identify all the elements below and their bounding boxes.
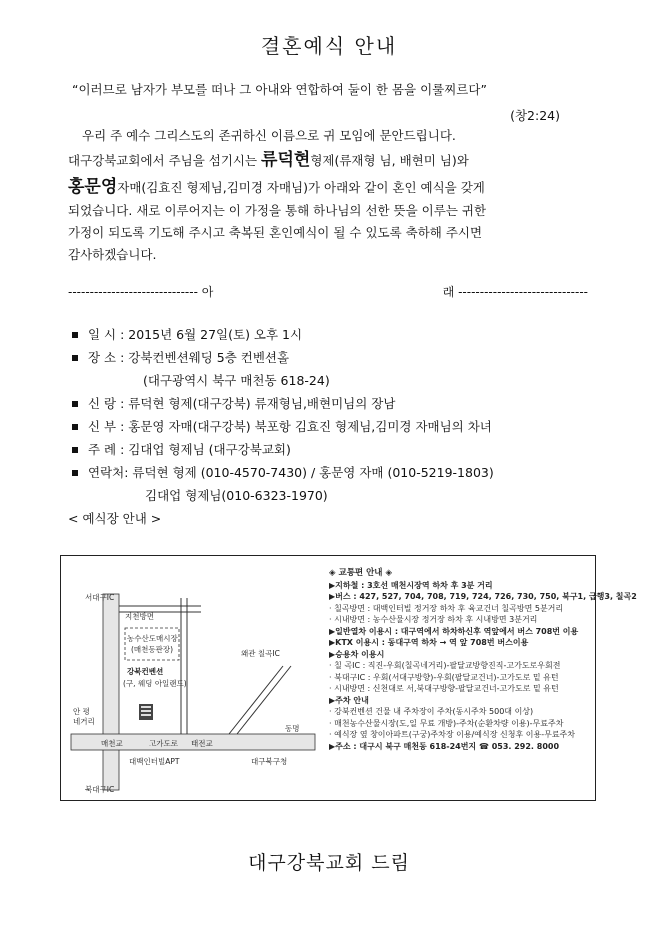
label-bukgu: 대구북구청 — [251, 757, 288, 766]
guide-heading: ◈ 교통편 안내 ◈ — [329, 568, 393, 578]
intro-line-2-suffix: 형제(류재형 님, 배현미 님)와 — [310, 153, 469, 168]
scripture-reference: (창2:24) — [510, 108, 560, 123]
guide-parking: ▶주차 안내 — [329, 695, 369, 705]
intro-line-2-prefix: 대구강북교회에서 주님을 섬기시는 — [68, 153, 262, 168]
guide-car-1: · 칠 곡IC : 직진-우회(칠곡네거리)-팔달교방향진직-고가도로우회전 — [329, 661, 561, 670]
guide-car-3: · 시내방면 : 신천대로 서,북대구방향-팔달교건너-고가도로 밑 유턴 — [329, 684, 559, 693]
divider-right: 래 ------------------------------ — [442, 285, 588, 299]
label-market: 농수산도매시장 — [127, 634, 178, 643]
intro-line-5: 가정이 되도록 기도해 주시고 축복된 혼인예식이 될 수 있도록 축하해 주시면 — [68, 225, 483, 240]
groom-name: 류덕현 — [261, 150, 311, 170]
intro-line-6: 감사하겠습니다. — [68, 247, 157, 262]
venue-map — [61, 556, 329, 800]
road-vertical — [103, 594, 119, 790]
label-apt: 대백인터빌APT — [129, 757, 180, 766]
detail-address: (대구광역시 북구 매천동 618-24) — [143, 373, 330, 388]
market-block — [125, 628, 179, 660]
road-diagonal — [229, 666, 283, 734]
label-dongmyeong: 동명 — [285, 724, 300, 733]
label-chilgok: 왜관 칠곡IC — [241, 649, 280, 658]
guide-ktx: ▶KTX 이용시 : 동대구역 하차 → 역 앞 708번 버스이용 — [329, 638, 529, 647]
label-anbyeong: 안 평 — [73, 707, 90, 716]
guide-car-2: · 북대구IC : 우회(서대구방향)-우회(팔달교건너)-고가도로 밑 유턴 — [329, 672, 559, 682]
intro-line-2 — [68, 148, 469, 173]
bullet-icon — [72, 447, 78, 453]
label-bukdaegu-ic: 북대구IC — [85, 785, 115, 794]
section-divider — [68, 283, 588, 300]
detail-groom: 신 랑 : 류덕현 형제(대구강북) 류재형님,배현미님의 장남 — [68, 392, 494, 415]
bullet-icon — [72, 332, 78, 338]
detail-contact: 연락처: 류덕현 형제 (010-4570-7430) / 홍문영 자매 (010-5219-1803) — [68, 461, 494, 484]
bullet-icon — [72, 424, 78, 430]
label-venue: 강북컨벤션 — [127, 667, 164, 676]
guide-park-1: · 강북컨벤션 건물 내 주차장이 주차(동시주차 500대 이상) — [329, 707, 534, 716]
guide-park-2: · 매천농수산물시장(도,일 무료 개방)-주차(순환차량 이용)-무료주차 — [329, 718, 564, 728]
guide-bus: ▶버스 : 427, 527, 704, 708, 719, 724, 726, 730, 750, 북구1, 급행3, 칠곡2 — [329, 592, 637, 601]
guide-subway: ▶지하철 : 3호선 매천시장역 하차 후 3분 거리 — [329, 580, 493, 590]
intro-line-3-suffix: 자매(김효진 형제님,김미경 자매님)가 아래와 같이 혼인 예식을 갖게 — [117, 180, 485, 195]
page-title: 결혼예식 안내 — [260, 34, 398, 58]
label-gogaedoro: 고가도로 — [149, 739, 178, 748]
label-taejeongyo: 태전교 — [191, 739, 213, 748]
label-venue-sub: (구, 웨딩 아일랜드) — [123, 679, 187, 688]
intro-line-1: 우리 주 예수 그리스도의 존귀하신 이름으로 귀 모임에 문안드립니다. — [82, 128, 456, 143]
transport-guide — [329, 568, 637, 752]
guide-chilgok: · 칠곡방면 : 대백인터빌 정거장 하차 후 육교건너 칠곡방면 5분거리 — [329, 603, 564, 613]
detail-officiant: 주 례 : 김대업 형제님 (대구강북교회) — [68, 438, 494, 461]
guide-train: ▶일반열차 이용시 : 대구역에서 하차하신후 역앞에서 버스 708번 이용 — [329, 626, 579, 636]
bullet-icon — [72, 470, 78, 476]
label-banyawol: 지천방면 — [125, 612, 154, 621]
venue-guide-heading: < 예식장 안내 > — [68, 511, 162, 526]
guide-address: ▶주소 : 대구시 북구 매천동 618-24번지 ☎ 053. 292. 8000 — [329, 741, 560, 751]
intro-line-3 — [68, 175, 485, 200]
bride-name: 홍문영 — [68, 177, 118, 197]
detail-place: 장 소 : 강북컨벤션웨딩 5층 컨벤션홀 — [68, 346, 494, 369]
guide-park-3: · 예식장 옆 창이아파트(구궁)주차장 이용/예식장 신청후 이용-무료주차 — [329, 730, 576, 739]
label-market-sub: (매천동판장) — [131, 645, 174, 654]
venue-map-box — [60, 555, 637, 801]
bullet-icon — [72, 355, 78, 361]
label-maecheon: 매천교 — [101, 739, 123, 748]
detail-bride: 신 부 : 홍문영 자매(대구강북) 북포항 김효진 형제님,김미경 자매님의 차녀 — [68, 415, 494, 438]
label-seodaegu-ic: 서대구IC — [85, 593, 115, 602]
detail-date: 일 시 : 2015년 6월 27일(토) 오후 1시 — [68, 323, 494, 346]
footer-signature: 대구강북교회 드림 — [248, 852, 410, 874]
detail-contact-2: 김대업 형제님(010-6323-1970) — [145, 488, 328, 503]
guide-car: ▶승용차 이용시 — [329, 649, 385, 659]
label-nekkeori: 네거리 — [73, 717, 95, 726]
scripture-quote: “이러므로 남자가 부모를 떠나 그 아내와 연합하여 둘이 한 몸을 이룰찌르다” — [72, 82, 487, 97]
intro-line-4: 되었습니다. 새로 이루어지는 이 가정을 통해 하나님의 선한 뜻을 이루는 귀한 — [68, 203, 487, 218]
guide-city: · 시내방면 : 농수산물시장 정거장 하차 후 시내방면 3분거리 — [329, 615, 538, 624]
divider-left: ------------------------------ 아 — [68, 285, 214, 299]
wedding-details — [68, 323, 494, 530]
bullet-icon — [72, 401, 78, 407]
